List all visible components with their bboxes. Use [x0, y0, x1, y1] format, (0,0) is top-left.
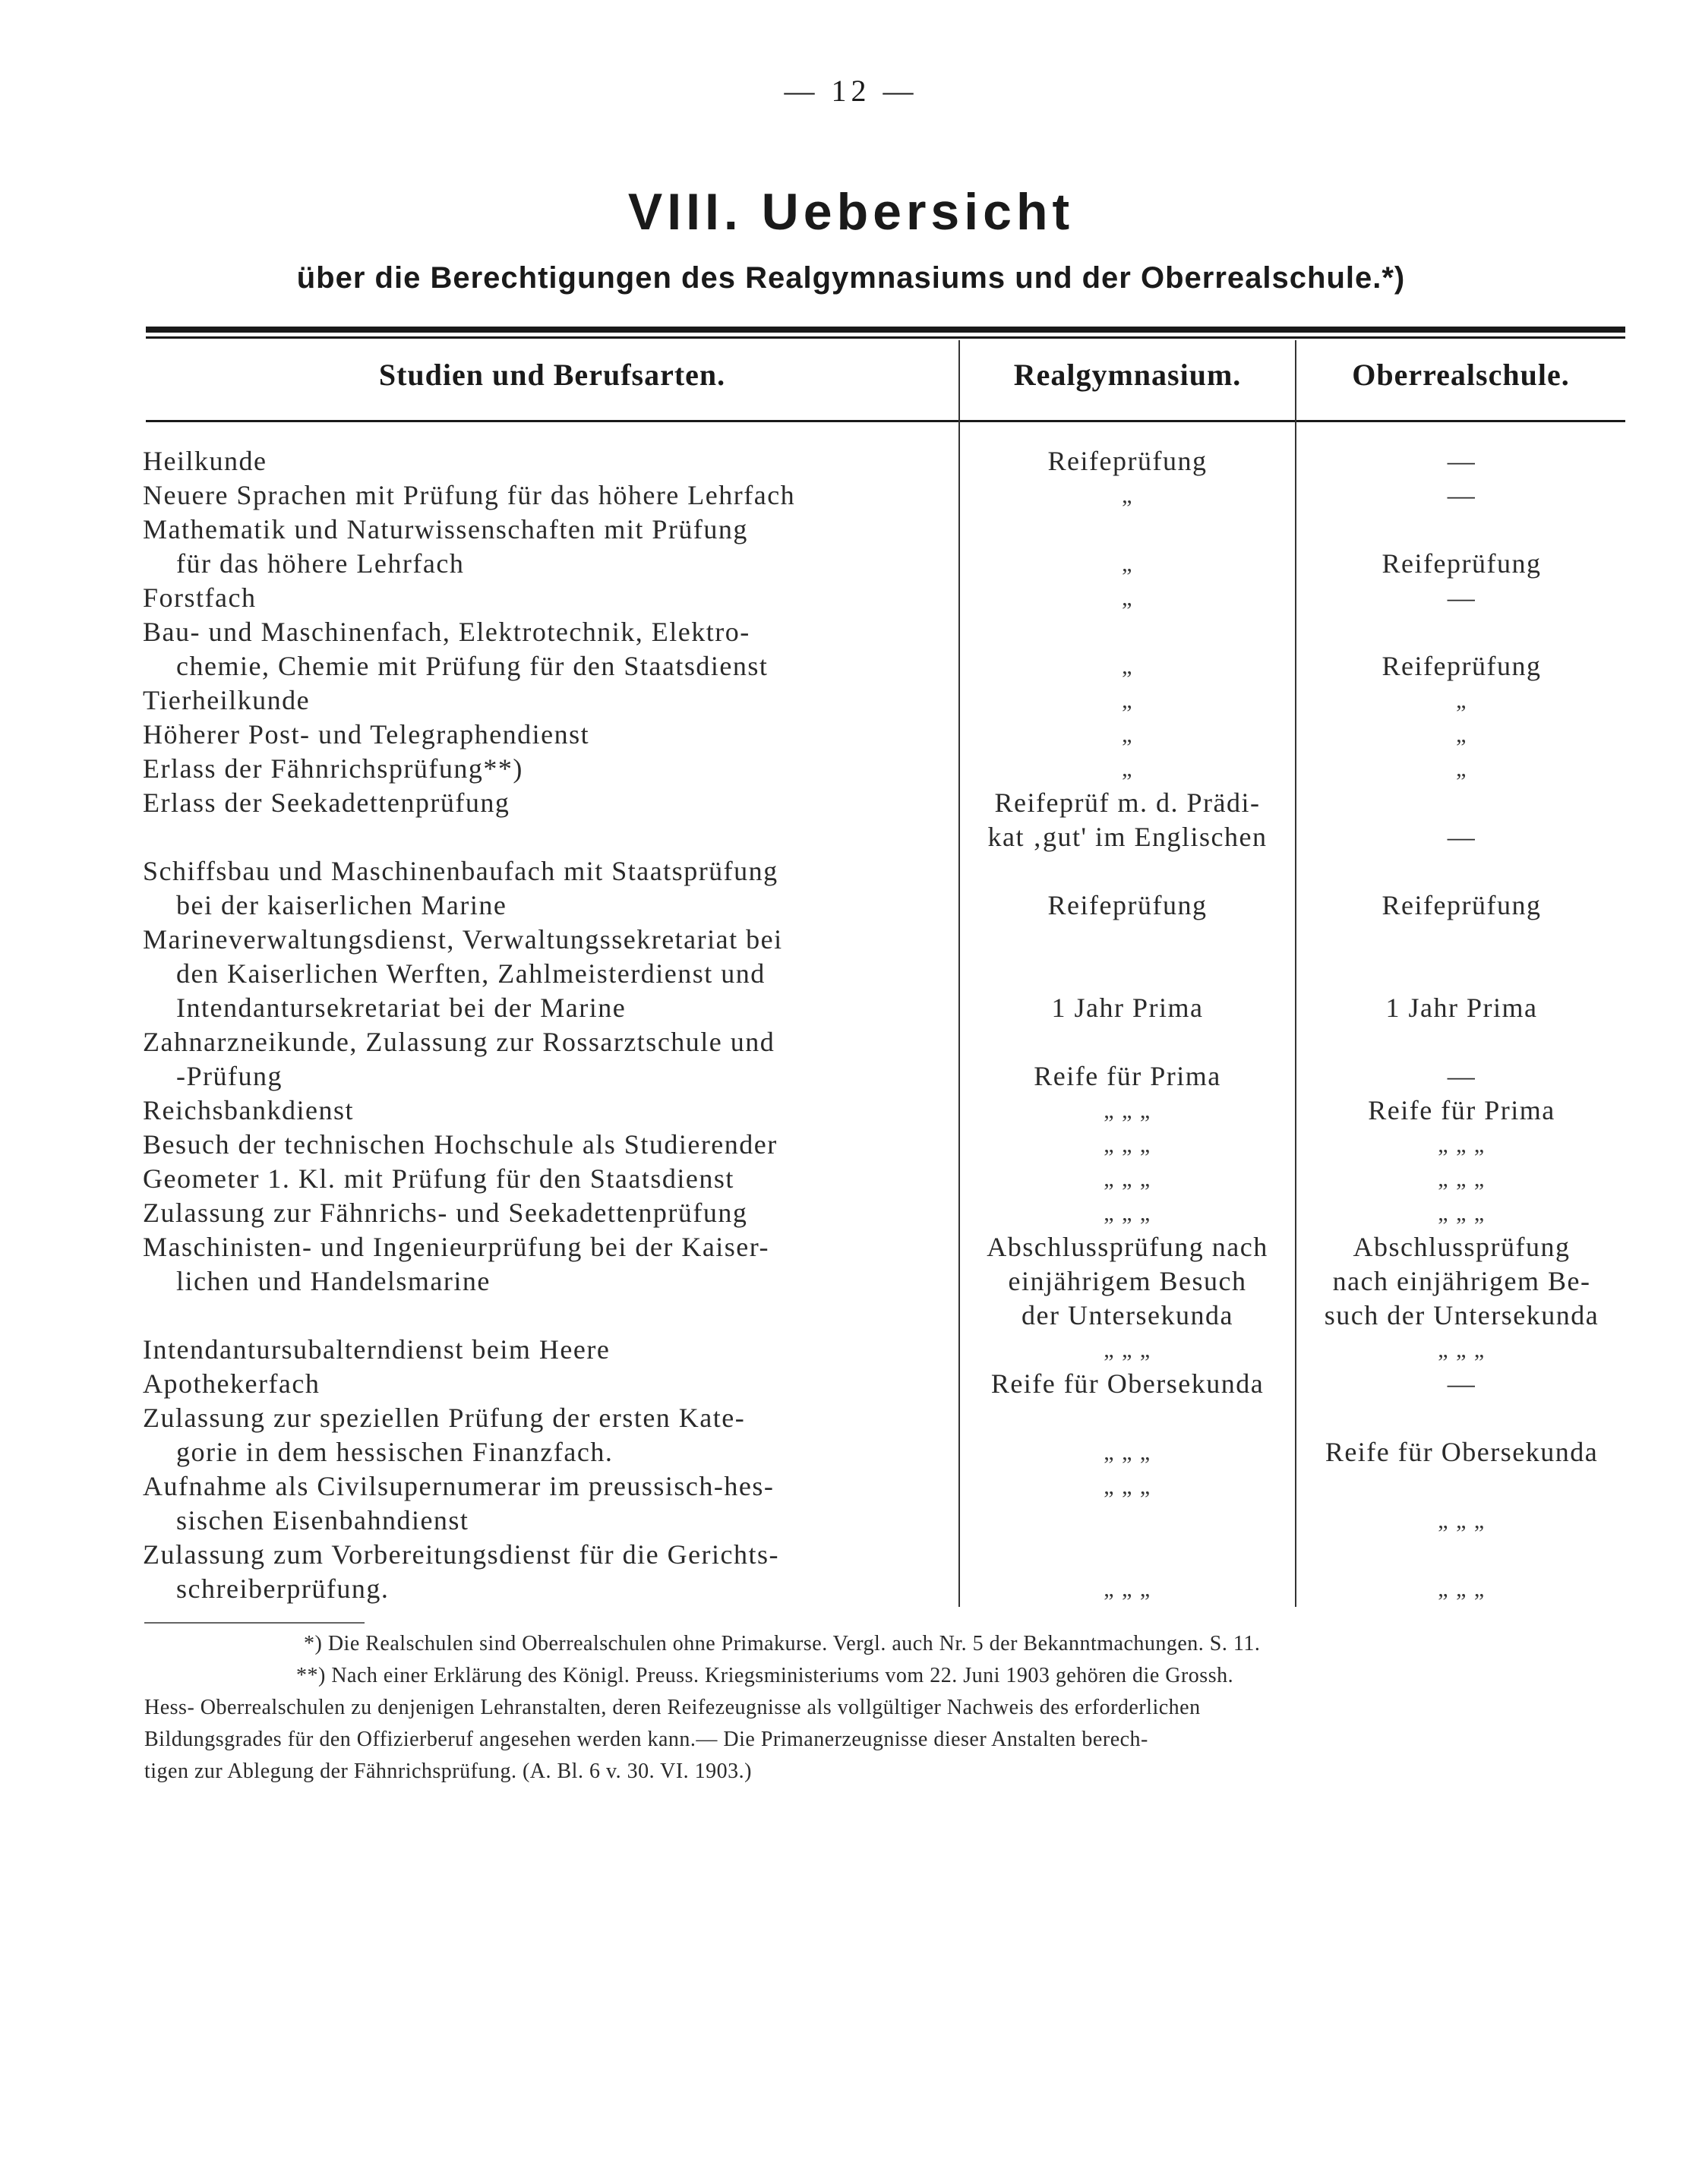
row-faehnrich: Erlass der Fähnrichsprüfung**)	[143, 753, 523, 784]
table-top-rule-thin	[146, 336, 1625, 339]
or-cell: „ „ „	[1438, 1132, 1486, 1157]
row-hochschule: Besuch der technischen Hochschule als Studierender	[143, 1129, 778, 1160]
rg-cell: „	[1122, 688, 1133, 713]
rg-cell: Reife für Prima	[1034, 1061, 1221, 1091]
footnote-rule	[144, 1622, 365, 1624]
row-schiffsbau-2: bei der kaiserlichen Marine	[176, 890, 507, 920]
row-finanz-1: Zulassung zur speziellen Prüfung der ersten Kate-	[143, 1403, 746, 1433]
oberrealschule-column	[1298, 444, 1625, 1606]
page-title: VIII. Uebersicht	[627, 183, 1075, 241]
rg-cell: Reifeprüfung	[1047, 890, 1208, 920]
or-cell: „ „ „	[1438, 1508, 1486, 1533]
table-top-rule	[146, 327, 1625, 333]
row-eisenbahn-2: sischen Eisenbahndienst	[176, 1505, 469, 1535]
row-finanz-2: gorie in dem hessischen Finanzfach.	[176, 1437, 614, 1467]
or-cell: Reife für Obersekunda	[1325, 1437, 1599, 1467]
or-cell: nach einjährigem Be-	[1332, 1266, 1591, 1296]
or-cell: Abschlussprüfung	[1353, 1232, 1571, 1262]
row-mathematik-1: Mathematik und Naturwissenschaften mit Prüfung	[143, 514, 748, 544]
or-cell: „	[1456, 722, 1467, 747]
row-zahnarznei-2: -Prüfung	[176, 1061, 283, 1091]
row-marine-2: den Kaiserlichen Werften, Zahlmeisterdienst und	[176, 958, 766, 989]
or-cell: —	[1447, 480, 1476, 510]
rg-cell: „ „ „	[1104, 1201, 1151, 1226]
or-cell: Reifeprüfung	[1381, 890, 1542, 920]
row-apotheker: Apothekerfach	[143, 1368, 321, 1399]
or-cell: Reifeprüfung	[1381, 651, 1542, 681]
or-cell: —	[1447, 822, 1476, 852]
footnotes	[144, 1628, 1625, 1788]
or-cell: —	[1447, 446, 1476, 476]
rg-cell: „ „ „	[1104, 1098, 1151, 1123]
or-cell: —	[1447, 1061, 1476, 1091]
row-post: Höherer Post- und Telegraphendienst	[143, 719, 590, 750]
rg-cell: „	[1122, 551, 1133, 576]
table-header-rule	[146, 420, 1625, 422]
row-geometer: Geometer 1. Kl. mit Prüfung für den Staatsdienst	[143, 1163, 734, 1194]
column-divider-2	[1295, 340, 1296, 1607]
rg-cell: 1 Jahr Prima	[1051, 993, 1204, 1023]
row-marine-3: Intendantursekretariat bei der Marine	[176, 993, 627, 1023]
row-tierheilkunde: Tierheilkunde	[143, 685, 311, 715]
footnote-2-line-2: Hess- Oberrealschulen zu denjenigen Lehranstalten, deren Reifezeugnisse als vollgültiger Nachweis des erforderlichen	[144, 1696, 1201, 1719]
or-cell: „ „ „	[1438, 1166, 1486, 1191]
footnote-2-line-4: tigen zur Ablegung der Fähnrichsprüfung. (A. Bl. 6 v. 30. VI. 1903.)	[144, 1760, 752, 1783]
row-schiffsbau-1: Schiffsbau und Maschinenbaufach mit Staatsprüfung	[143, 856, 778, 886]
or-cell: —	[1447, 582, 1476, 613]
rg-cell: „	[1122, 483, 1133, 508]
column-header-studies: Studien und Berufsarten.	[378, 358, 726, 392]
row-forstfach: Forstfach	[143, 582, 257, 613]
or-cell: „ „ „	[1438, 1576, 1486, 1602]
row-marine-1: Marineverwaltungsdienst, Verwaltungssekretariat bei	[143, 924, 783, 955]
row-heilkunde: Heilkunde	[143, 446, 267, 476]
or-cell: —	[1447, 1368, 1476, 1399]
row-mathematik-2: für das höhere Lehrfach	[176, 548, 465, 579]
rg-cell: einjährigem Besuch	[1008, 1266, 1247, 1296]
row-bau-1: Bau- und Maschinenfach, Elektrotechnik, Elektro-	[143, 617, 750, 647]
footnote-1: *) Die Realschulen sind Oberrealschulen ohne Primakurse. Vergl. auch Nr. 5 der Bekanntmachungen. S. 11.	[304, 1632, 1261, 1655]
rg-cell: Abschlussprüfung nach	[987, 1232, 1268, 1262]
page-number: — 12 —	[784, 74, 918, 108]
table-row	[143, 444, 933, 1606]
rg-cell: „	[1122, 585, 1133, 611]
rg-cell: „	[1122, 654, 1133, 679]
row-maschinisten-2: lichen und Handelsmarine	[176, 1266, 491, 1296]
or-cell: „	[1456, 756, 1467, 781]
footnote-2-line-3: Bildungsgrades für den Offizierberuf angesehen werden kann.— Die Primanerzeugnisse dieser Anstalten berech-	[144, 1728, 1148, 1751]
footnote-2-line-1: **) Nach einer Erklärung des Königl. Preuss. Kriegsministeriums vom 22. Juni 1903 gehören die Grossh.	[296, 1664, 1234, 1687]
page-subtitle: über die Berechtigungen des Realgymnasiums und der Oberrealschule.*)	[296, 261, 1406, 295]
row-gericht-1: Zulassung zum Vorbereitungsdienst für die Gerichts-	[143, 1539, 780, 1570]
rg-cell: kat ‚gut' im Englischen	[987, 822, 1268, 852]
rg-cell: „	[1122, 722, 1133, 747]
or-cell: such der Untersekunda	[1324, 1300, 1599, 1330]
rg-cell: „ „ „	[1104, 1337, 1151, 1362]
row-gericht-2: schreiberprüfung.	[176, 1573, 390, 1604]
row-zahnarznei-1: Zahnarzneikunde, Zulassung zur Rossarztschule und	[143, 1027, 775, 1057]
rg-cell: der Untersekunda	[1022, 1300, 1233, 1330]
rg-cell: „ „ „	[1104, 1576, 1151, 1602]
rg-cell: Reife für Obersekunda	[990, 1368, 1265, 1399]
row-maschinisten-1: Maschinisten- und Ingenieurprüfung bei der Kaiser-	[143, 1232, 770, 1262]
rg-cell: „ „ „	[1104, 1132, 1151, 1157]
rg-cell: „ „ „	[1104, 1440, 1151, 1465]
or-cell: 1 Jahr Prima	[1385, 993, 1538, 1023]
rg-cell: „ „ „	[1104, 1474, 1151, 1499]
or-cell: Reife für Prima	[1368, 1095, 1555, 1125]
row-zulassung-faehnrich: Zulassung zur Fähnrichs- und Seekadettenprüfung	[143, 1198, 748, 1228]
column-header-oberrealschule: Oberrealschule.	[1352, 358, 1570, 392]
rg-cell: „	[1122, 756, 1133, 781]
row-reichsbank: Reichsbankdienst	[143, 1095, 354, 1125]
realgymnasium-column	[962, 444, 1293, 1606]
column-header-realgymnasium: Realgymnasium.	[1013, 358, 1242, 392]
or-cell: „ „ „	[1438, 1201, 1486, 1226]
rg-cell: „ „ „	[1104, 1166, 1151, 1191]
or-cell: „	[1456, 688, 1467, 713]
row-seekadett: Erlass der Seekadettenprüfung	[143, 787, 510, 818]
rg-cell: Reifeprüfung	[1047, 446, 1208, 476]
row-eisenbahn-1: Aufnahme als Civilsupernumerar im preussisch-hes-	[143, 1471, 775, 1501]
or-cell: Reifeprüfung	[1381, 548, 1542, 579]
row-bau-2: chemie, Chemie mit Prüfung für den Staatsdienst	[176, 651, 769, 681]
row-intendantur: Intendantursubalterndienst beim Heere	[143, 1334, 611, 1365]
rg-cell: Reifeprüf m. d. Prädi-	[994, 787, 1261, 818]
row-neuere-sprachen: Neuere Sprachen mit Prüfung für das höhere Lehrfach	[143, 480, 796, 510]
or-cell: „ „ „	[1438, 1337, 1486, 1362]
column-divider-1	[958, 340, 960, 1607]
